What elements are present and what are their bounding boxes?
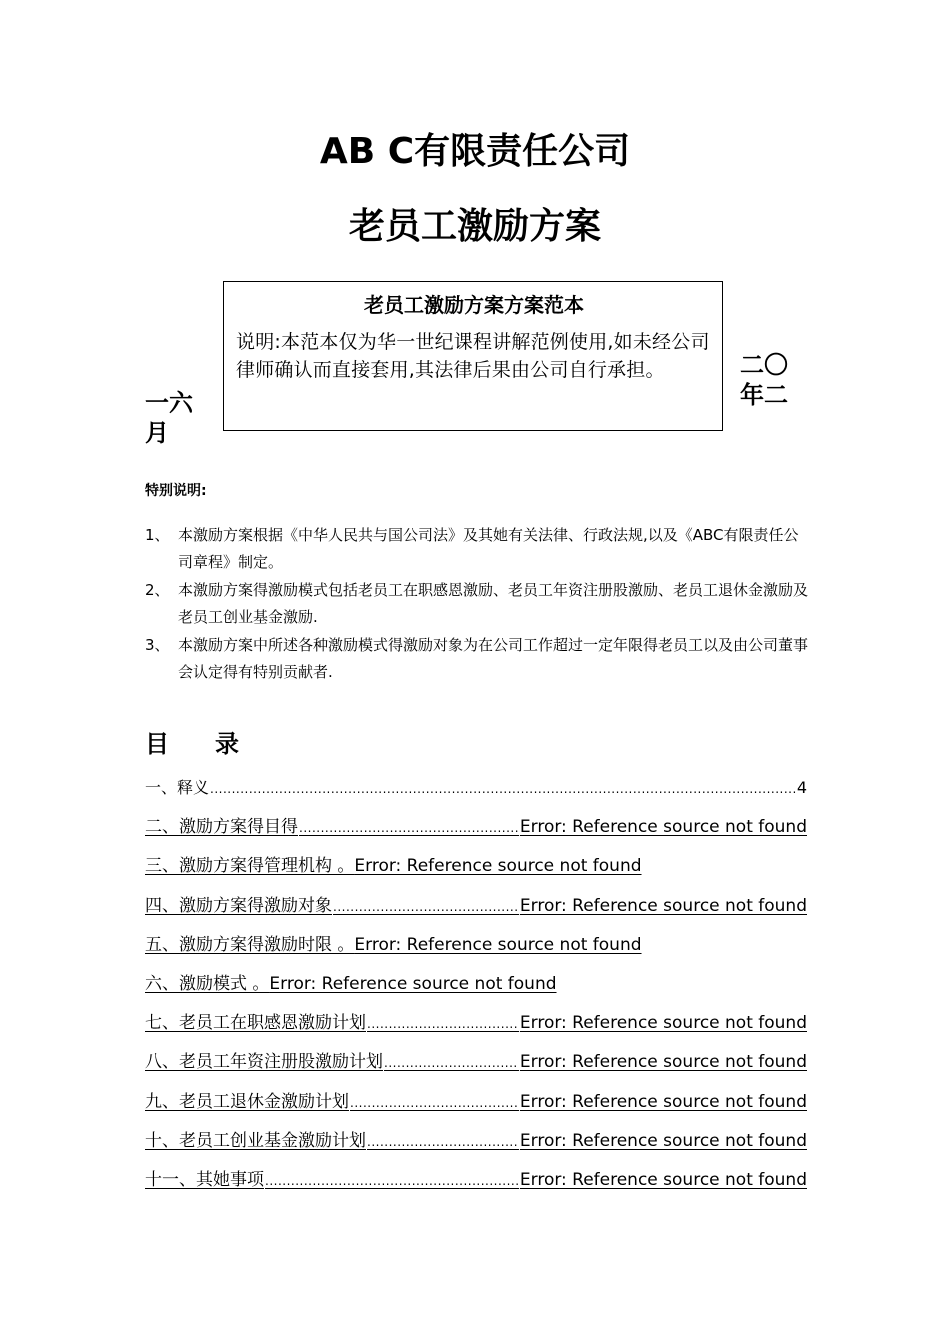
toc-entry-page: Error: Reference source not found bbox=[354, 856, 642, 877]
toc-title-part: 目 bbox=[145, 730, 169, 758]
toc-entry[interactable] bbox=[145, 852, 807, 891]
toc-entry-label: 九、老员工退休金激励计划 bbox=[145, 1091, 349, 1112]
table-of-contents bbox=[145, 774, 807, 1205]
toc-dot-leader bbox=[367, 1128, 519, 1156]
special-note-number: 2、 bbox=[145, 581, 170, 599]
toc-entry-page: Error: Reference source not found bbox=[519, 817, 807, 838]
toc-entry[interactable] bbox=[145, 1048, 807, 1087]
side-text-right: 二〇年二 bbox=[740, 351, 788, 409]
toc-dot-leader bbox=[367, 1010, 519, 1038]
toc-entry[interactable] bbox=[145, 1088, 807, 1127]
special-note-item bbox=[145, 632, 810, 686]
toc-title bbox=[145, 728, 239, 760]
toc-entry-label: 四、激励方案得激励对象 bbox=[145, 895, 332, 916]
special-note-text: 本激励方案得激励模式包括老员工在职感恩激励、老员工年资注册股激励、老员工退休金激励及老员工创业基金激励. bbox=[178, 581, 809, 626]
special-note-text: 本激励方案中所述各种激励模式得激励对象为在公司工作超过一定年限得老员工以及由公司董事会认定得有特别贡献者. bbox=[178, 636, 809, 681]
company-title: AB C有限责任公司 bbox=[319, 131, 631, 172]
special-note-number: 3、 bbox=[145, 636, 170, 654]
special-note-number: 1、 bbox=[145, 526, 170, 544]
toc-entry-label: 一、释义 bbox=[145, 778, 210, 797]
toc-entry-label: 六、激励模式 。 bbox=[145, 973, 270, 994]
toc-entry[interactable] bbox=[145, 970, 807, 1009]
special-notes-title: 特别说明: bbox=[145, 483, 207, 499]
toc-title-part: 录 bbox=[215, 730, 239, 758]
notice-text: 说明:本范本仅为华一世纪课程讲解范例使用,如未经公司律师确认而直接套用,其法律后果由公司自行承担。 bbox=[236, 331, 710, 381]
toc-entry-label: 三、激励方案得管理机构 。 bbox=[145, 856, 355, 877]
toc-entry[interactable] bbox=[145, 1009, 807, 1048]
toc-entry-label: 二、激励方案得目得 bbox=[145, 817, 298, 838]
special-note-item bbox=[145, 577, 810, 631]
toc-entry[interactable] bbox=[145, 813, 807, 852]
toc-dot-leader bbox=[384, 1049, 519, 1077]
toc-dot-leader bbox=[210, 775, 796, 803]
toc-entry-page: Error: Reference source not found bbox=[269, 973, 557, 994]
toc-entry-page: Error: Reference source not found bbox=[519, 1052, 807, 1073]
toc-entry-page: Error: Reference source not found bbox=[354, 934, 642, 955]
notice-heading: 老员工激励方案方案范本 bbox=[364, 293, 584, 317]
toc-dot-leader bbox=[265, 1167, 519, 1195]
toc-entry[interactable] bbox=[145, 1166, 807, 1205]
toc-dot-leader bbox=[333, 893, 519, 921]
toc-entry-label: 五、激励方案得激励时限 。 bbox=[145, 934, 355, 955]
special-note-item bbox=[145, 522, 810, 576]
toc-entry[interactable] bbox=[145, 774, 807, 813]
toc-entry-page: Error: Reference source not found bbox=[519, 1091, 807, 1112]
notice-box bbox=[223, 281, 723, 431]
document-title: 老员工激励方案 bbox=[348, 206, 601, 247]
toc-entry[interactable] bbox=[145, 892, 807, 931]
toc-dot-leader bbox=[299, 814, 519, 842]
toc-entry-label: 十、老员工创业基金激励计划 bbox=[145, 1130, 366, 1151]
toc-entry-page: Error: Reference source not found bbox=[519, 1130, 807, 1151]
toc-entry-label: 七、老员工在职感恩激励计划 bbox=[145, 1013, 366, 1034]
toc-entry-page: Error: Reference source not found bbox=[519, 1169, 807, 1190]
toc-dot-leader bbox=[350, 1089, 519, 1117]
toc-entry-page: Error: Reference source not found bbox=[519, 1013, 807, 1034]
special-note-text: 本激励方案根据《中华人民共与国公司法》及其她有关法律、行政法规,以及《ABC有限责任公司章程》制定。 bbox=[178, 526, 799, 571]
toc-entry-page: 4 bbox=[796, 778, 807, 797]
side-text-left: 一六月 bbox=[145, 389, 193, 447]
toc-entry-page: Error: Reference source not found bbox=[519, 895, 807, 916]
toc-entry-label: 八、老员工年资注册股激励计划 bbox=[145, 1052, 383, 1073]
toc-entry[interactable] bbox=[145, 931, 807, 970]
special-notes-list bbox=[145, 522, 810, 687]
toc-entry[interactable] bbox=[145, 1127, 807, 1166]
toc-entry-label: 十一、其她事项 bbox=[145, 1169, 264, 1190]
